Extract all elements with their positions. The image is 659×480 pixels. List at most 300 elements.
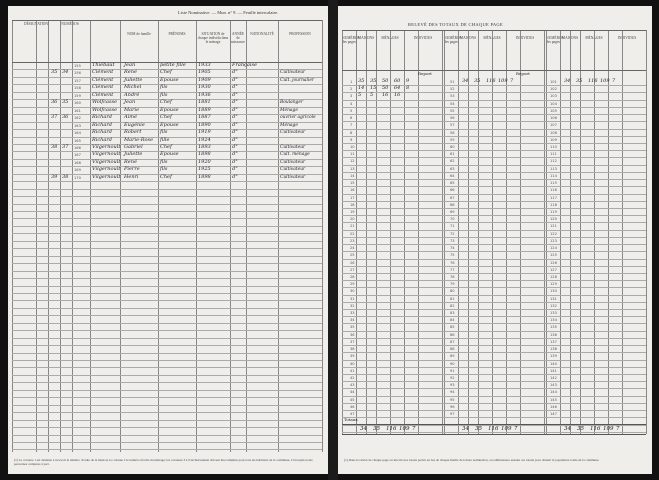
birth-year: 1936 <box>198 91 211 98</box>
first-name: Eugénie <box>124 121 145 128</box>
page-number: 11 <box>350 152 355 157</box>
left-col-heading: NOM de famille <box>127 32 151 36</box>
right-grid-row <box>342 172 646 173</box>
page-total-value: 50 <box>382 85 389 92</box>
right-grid-row <box>342 179 646 180</box>
first-name: Jean <box>124 99 136 106</box>
household-role: Epouse <box>160 106 179 113</box>
left-grid-row <box>12 330 322 331</box>
household-role: fils <box>160 91 168 98</box>
book-gutter <box>328 0 338 480</box>
page-number: 73 <box>450 238 455 243</box>
page-number: 122 <box>550 231 557 236</box>
page-number: 43 <box>350 383 355 388</box>
page-number: 141 <box>550 368 557 373</box>
household-number: 35 <box>51 69 58 76</box>
surname: Vilgernoult <box>92 143 121 150</box>
page-number: 63 <box>450 166 455 171</box>
page-total-value: 35 <box>358 78 365 84</box>
right-grid-row <box>342 230 646 231</box>
page-number: 52 <box>450 87 455 92</box>
page-number: 123 <box>550 238 557 243</box>
left-grid-row <box>12 196 322 197</box>
birth-year: 1909 <box>198 76 211 83</box>
page-number: 96 <box>450 404 455 409</box>
left-grid-row <box>12 256 322 257</box>
nationality: d° <box>232 91 238 98</box>
page-number: 47 <box>350 412 355 417</box>
report-value: 35 <box>576 78 583 84</box>
page-number: 71 <box>450 224 455 229</box>
page-number: 118 <box>550 202 557 207</box>
profession: Cultivateur <box>280 159 306 165</box>
right-col-heading: INDIVIDUS <box>515 36 535 40</box>
right-col-heading: MAISONS <box>561 36 579 40</box>
profession: Cult. journalier <box>280 77 315 83</box>
page-number: 79 <box>450 282 455 287</box>
nationality: d° <box>232 173 238 180</box>
page-number: 38 <box>350 347 355 352</box>
surname: Clément <box>92 91 114 98</box>
left-col-heading: DÉSIGNATION <box>24 22 48 26</box>
profession: ouvrier agricole <box>280 115 316 121</box>
left-grid-row <box>12 315 322 316</box>
page-number: 45 <box>350 397 355 402</box>
page-number: 129 <box>550 282 557 287</box>
row-number: 168 <box>74 160 81 165</box>
surname: Vilgernoult <box>92 151 121 158</box>
right-grid-total-line <box>342 424 646 425</box>
page-number: 125 <box>550 253 557 258</box>
page-number: 89 <box>450 354 455 359</box>
nationality: d° <box>232 84 238 91</box>
page-number: 16 <box>350 188 355 193</box>
page-number: 137 <box>550 339 557 344</box>
page-number: 145 <box>550 397 557 402</box>
left-col-heading: SITUATION de chaque individu dans le ménage <box>197 32 229 44</box>
first-name: Aimé <box>124 114 137 121</box>
page-total-value: 8 <box>406 85 410 92</box>
page-number: 102 <box>550 87 557 92</box>
left-grid-row <box>12 420 322 421</box>
household-role: fils <box>160 84 168 91</box>
left-grid-row <box>12 367 322 368</box>
page-number: 46 <box>350 404 355 409</box>
profession: Boulanger <box>280 100 304 106</box>
right-grid-edge <box>646 30 647 434</box>
page-number: 10 <box>350 144 355 149</box>
right-col-heading: INDIVIDUS <box>413 36 433 40</box>
left-grid-row <box>12 345 322 346</box>
surname: Wolfcasse <box>92 99 118 106</box>
page-number: 24 <box>350 246 355 251</box>
house-number: 38 <box>62 173 69 180</box>
page-number: 19 <box>350 209 355 214</box>
page-number: 135 <box>550 325 557 330</box>
page-number: 83 <box>450 311 455 316</box>
right-grid-row <box>342 403 646 404</box>
right-col-heading: NUMÉROS des pages <box>444 36 462 44</box>
left-grid-row <box>12 293 322 294</box>
first-name: Gabriel <box>124 143 143 150</box>
row-number: 155 <box>74 64 81 68</box>
page-number: 115 <box>550 181 557 186</box>
page-number: 30 <box>350 289 355 294</box>
nationality: d° <box>232 136 238 143</box>
left-grid-row <box>12 353 322 354</box>
right-grid-row <box>342 143 646 144</box>
page-number: 72 <box>450 231 455 236</box>
grand-total-value: 35 <box>373 426 380 432</box>
right-grid-row <box>342 345 646 346</box>
household-role: fils <box>160 158 168 165</box>
right-grid-row <box>342 309 646 310</box>
right-page-header: RELEVÉ DES TOTAUX DE CHAQUE PAGE <box>408 22 504 27</box>
page-number: 14 <box>350 173 355 178</box>
page-number: 119 <box>550 209 557 214</box>
right-grid-row <box>342 259 646 260</box>
page-number: 77 <box>450 267 455 272</box>
right-grid-row <box>342 287 646 288</box>
page-number: 134 <box>550 318 557 323</box>
page-number: 124 <box>550 246 557 251</box>
page-number: 41 <box>350 368 355 373</box>
first-name: René <box>124 69 137 76</box>
page-number: 103 <box>550 94 557 99</box>
surname: Clément <box>92 69 114 76</box>
left-grid-row <box>12 360 322 361</box>
left-grid-row <box>12 308 322 309</box>
left-grid-col <box>322 20 323 452</box>
birth-year: 1925 <box>198 166 211 173</box>
birth-year: 1887 <box>198 114 211 121</box>
right-grid-row <box>342 186 646 187</box>
page-total-value: 16 <box>394 92 401 99</box>
household-number: 39 <box>51 173 58 180</box>
right-grid-row <box>342 150 646 151</box>
page-number: 78 <box>450 274 455 279</box>
page-number: 142 <box>550 376 557 381</box>
page-total-value: 9 <box>406 78 410 84</box>
page-number: 2 <box>350 87 353 92</box>
nationality: d° <box>232 121 238 128</box>
page-number: 17 <box>350 195 355 200</box>
left-col-heading: ANNÉE de naissance <box>231 32 245 44</box>
nationality: d° <box>232 158 238 165</box>
report-value: 34 <box>564 78 571 84</box>
surname: Clément <box>92 84 114 91</box>
right-grid-row <box>342 302 646 303</box>
left-grid-row <box>12 271 322 272</box>
profession: Cultivateur <box>280 70 306 76</box>
report-value: 7 <box>612 78 616 84</box>
page-number: 33 <box>350 311 355 316</box>
page-number: 27 <box>350 267 355 272</box>
grand-total-value: 109 <box>399 426 410 432</box>
right-grid-row <box>342 323 646 324</box>
grand-total-value: 7 <box>412 426 416 432</box>
left-grid-row <box>12 405 322 406</box>
page-number: 12 <box>350 159 355 164</box>
row-number: 169 <box>74 168 81 173</box>
page-number: 143 <box>550 383 557 388</box>
page-number: 116 <box>550 188 557 193</box>
page-number: 126 <box>550 260 557 265</box>
row-number: 165 <box>74 138 81 143</box>
grand-total-value: 35 <box>577 426 584 432</box>
page-number: 40 <box>350 361 355 366</box>
birth-year: 1933 <box>198 62 211 68</box>
surname: Vilgernoult <box>92 173 121 180</box>
grand-total-value: 7 <box>616 426 620 432</box>
right-col-heading: MÉNAGES <box>381 36 399 40</box>
page-number: 86 <box>450 332 455 337</box>
birth-year: 1920 <box>198 158 211 165</box>
page-number: 23 <box>350 238 355 243</box>
right-col-heading: MÉNAGES <box>585 36 603 40</box>
left-grid-row <box>12 375 322 376</box>
right-grid-row <box>342 410 646 411</box>
right-grid-row <box>342 273 646 274</box>
page-number: 93 <box>450 383 455 388</box>
page-number: 57 <box>450 123 455 128</box>
nationality: d° <box>232 114 238 121</box>
house-number: 34 <box>62 69 69 76</box>
page-total-value: 50 <box>382 78 389 84</box>
page-number: 6 <box>350 116 353 121</box>
left-grid-row <box>12 449 322 450</box>
right-grid-row <box>342 121 646 122</box>
right-grid-row <box>342 201 646 202</box>
page-number: 29 <box>350 282 355 287</box>
left-grid-top <box>12 20 322 21</box>
page-number: 34 <box>350 318 355 323</box>
page-number: 18 <box>350 202 355 207</box>
right-col-heading: MÉNAGES <box>483 36 501 40</box>
nationality: d° <box>232 76 238 83</box>
right-grid-row <box>342 316 646 317</box>
row-number: 158 <box>74 86 81 91</box>
page-number: 82 <box>450 303 455 308</box>
page-number: 1 <box>350 80 353 84</box>
birth-year: 1881 <box>198 99 211 106</box>
report-value: 109 <box>498 78 508 84</box>
left-grid-row <box>12 442 322 443</box>
page-total-value: 60 <box>394 78 401 84</box>
right-grid-row <box>342 222 646 223</box>
right-grid-row <box>342 107 646 108</box>
page-number: 120 <box>550 217 557 222</box>
page-number: 9 <box>350 137 353 142</box>
left-page-header: Liste Nominative. — Mun. n° 9. — Feuille intercalaire. <box>178 10 279 15</box>
right-grid-head-line <box>342 70 646 71</box>
page-number: 90 <box>450 361 455 366</box>
report-value: 35 <box>474 78 481 84</box>
surname: Wolfcasse <box>92 106 118 113</box>
grand-total-value: 34 <box>564 426 571 432</box>
page-number: 95 <box>450 397 455 402</box>
household-role: Chef <box>160 69 172 76</box>
page-number: 131 <box>550 296 557 301</box>
right-footnote: (1) Dans le relevé de chaque page on inscrira les totaux portés au bas de chaque feuille de la liste nominative; on additionnera ensuite ces totaux pour obtenir la population totale de la commune. <box>344 458 600 462</box>
page-number: 92 <box>450 376 455 381</box>
right-grid-row <box>342 136 646 137</box>
page-number: 106 <box>550 116 557 121</box>
left-grid-row <box>12 390 322 391</box>
page-number: 42 <box>350 376 355 381</box>
left-col-heading: PROFESSION <box>289 32 311 36</box>
page-number: 35 <box>350 325 355 330</box>
page-number: 39 <box>350 354 355 359</box>
page-number: 53 <box>450 94 455 99</box>
page-number: 114 <box>550 173 557 178</box>
left-grid-row <box>12 204 322 205</box>
page-number: 130 <box>550 289 557 294</box>
right-col-heading: INDIVIDUS <box>617 36 637 40</box>
birth-year: 1924 <box>198 136 211 143</box>
birth-year: 1898 <box>198 151 211 158</box>
row-number: 156 <box>74 71 81 76</box>
first-name: René <box>124 158 137 165</box>
page-number: 59 <box>450 137 455 142</box>
household-role: Epouse <box>160 121 179 128</box>
right-grid-row <box>342 100 646 101</box>
profession: Cultivateur <box>280 167 306 173</box>
page-number: 144 <box>550 390 557 395</box>
birth-year: 1890 <box>198 121 211 128</box>
report-label-2: Report <box>516 71 530 76</box>
grand-total-value: 7 <box>514 426 518 432</box>
page-number: 117 <box>550 195 557 200</box>
right-col-heading: NUMÉROS des pages <box>342 36 360 44</box>
right-grid-row <box>342 374 646 375</box>
page-number: 44 <box>350 390 355 395</box>
left-grid-row <box>12 189 322 190</box>
first-name: Henri <box>124 173 139 180</box>
nationality: d° <box>232 143 238 150</box>
page-number: 21 <box>350 224 355 229</box>
right-grid-row <box>342 381 646 382</box>
row-number: 166 <box>74 145 81 150</box>
first-name: Juliette <box>124 151 143 158</box>
page-number: 147 <box>550 412 557 417</box>
surname: Vilgernoult <box>92 166 121 173</box>
right-grid-row <box>342 266 646 267</box>
page-number: 85 <box>450 325 455 330</box>
right-grid-row <box>342 157 646 158</box>
page-number: 74 <box>450 246 455 251</box>
report-value: 116 <box>486 78 496 84</box>
right-grid-row <box>342 244 646 245</box>
right-grid-row <box>342 295 646 296</box>
left-grid-row <box>12 241 322 242</box>
nationality: d° <box>232 166 238 173</box>
page-number: 67 <box>450 195 455 200</box>
grand-total-value: 116 <box>488 426 499 432</box>
page-number: 37 <box>350 339 355 344</box>
page-number: 136 <box>550 332 557 337</box>
birth-year: 1930 <box>198 84 211 91</box>
household-number: 36 <box>51 99 58 106</box>
page-number: 69 <box>450 209 455 214</box>
household-role: Chef <box>160 99 172 106</box>
page-number: 105 <box>550 108 557 113</box>
grand-total-value: 109 <box>603 426 614 432</box>
first-name: Juliette <box>124 76 143 83</box>
grand-total-value: 34 <box>360 426 367 432</box>
page-number: 56 <box>450 116 455 121</box>
page-number: 138 <box>550 347 557 352</box>
page-number: 31 <box>350 296 355 301</box>
right-grid-row <box>342 280 646 281</box>
surname: Richard <box>92 129 112 136</box>
page-number: 108 <box>550 130 557 135</box>
nationality: d° <box>232 69 238 76</box>
nationality: Française <box>232 62 257 68</box>
left-grid-row <box>12 263 322 264</box>
page-number: 58 <box>450 130 455 135</box>
page-number: 110 <box>550 144 557 149</box>
profession: Ménage <box>280 122 298 128</box>
page-number: 133 <box>550 311 557 316</box>
page-number: 68 <box>450 202 455 207</box>
page-number: 61 <box>450 152 455 157</box>
row-number: 170 <box>74 175 81 180</box>
grand-total-value: 116 <box>590 426 601 432</box>
right-page <box>338 6 652 474</box>
page-number: 7 <box>350 123 353 128</box>
page-number: 66 <box>450 188 455 193</box>
right-grid-row <box>342 165 646 166</box>
left-page <box>8 6 328 474</box>
report-value: 7 <box>510 78 514 84</box>
left-grid-row <box>12 427 322 428</box>
birth-year: 1889 <box>198 106 211 113</box>
left-grid-row <box>12 211 322 212</box>
report-value: 109 <box>600 78 610 84</box>
surname: Richard <box>92 114 112 121</box>
right-grid-row <box>342 215 646 216</box>
grand-total-value: 34 <box>462 426 469 432</box>
left-grid-row <box>12 338 322 339</box>
page-number: 111 <box>550 152 557 157</box>
page-number: 140 <box>550 361 557 366</box>
page-number: 127 <box>550 267 557 272</box>
page-number: 8 <box>350 130 353 135</box>
left-grid-row <box>12 382 322 383</box>
right-grid-row <box>342 396 646 397</box>
left-col-heading: NUMÉROS <box>61 22 79 26</box>
report-value: 116 <box>588 78 598 84</box>
surname: Vilgernoult <box>92 158 121 165</box>
row-number: 161 <box>74 108 81 113</box>
page-number: 94 <box>450 390 455 395</box>
household-number: 37 <box>51 114 58 121</box>
left-grid-row <box>12 323 322 324</box>
left-grid-row <box>12 218 322 219</box>
birth-year: 1919 <box>198 129 211 136</box>
house-number: 36 <box>62 114 69 121</box>
page-number: 97 <box>450 412 455 417</box>
profession: Cultivateur <box>280 130 306 136</box>
page-number: 20 <box>350 217 355 222</box>
left-col-heading: NATIONALITÉ <box>250 32 274 36</box>
left-col-heading: PRÉNOMS <box>168 32 186 36</box>
left-grid-row <box>12 300 322 301</box>
right-grid-row <box>342 208 646 209</box>
first-name: Michel <box>124 84 142 91</box>
page-number: 64 <box>450 173 455 178</box>
